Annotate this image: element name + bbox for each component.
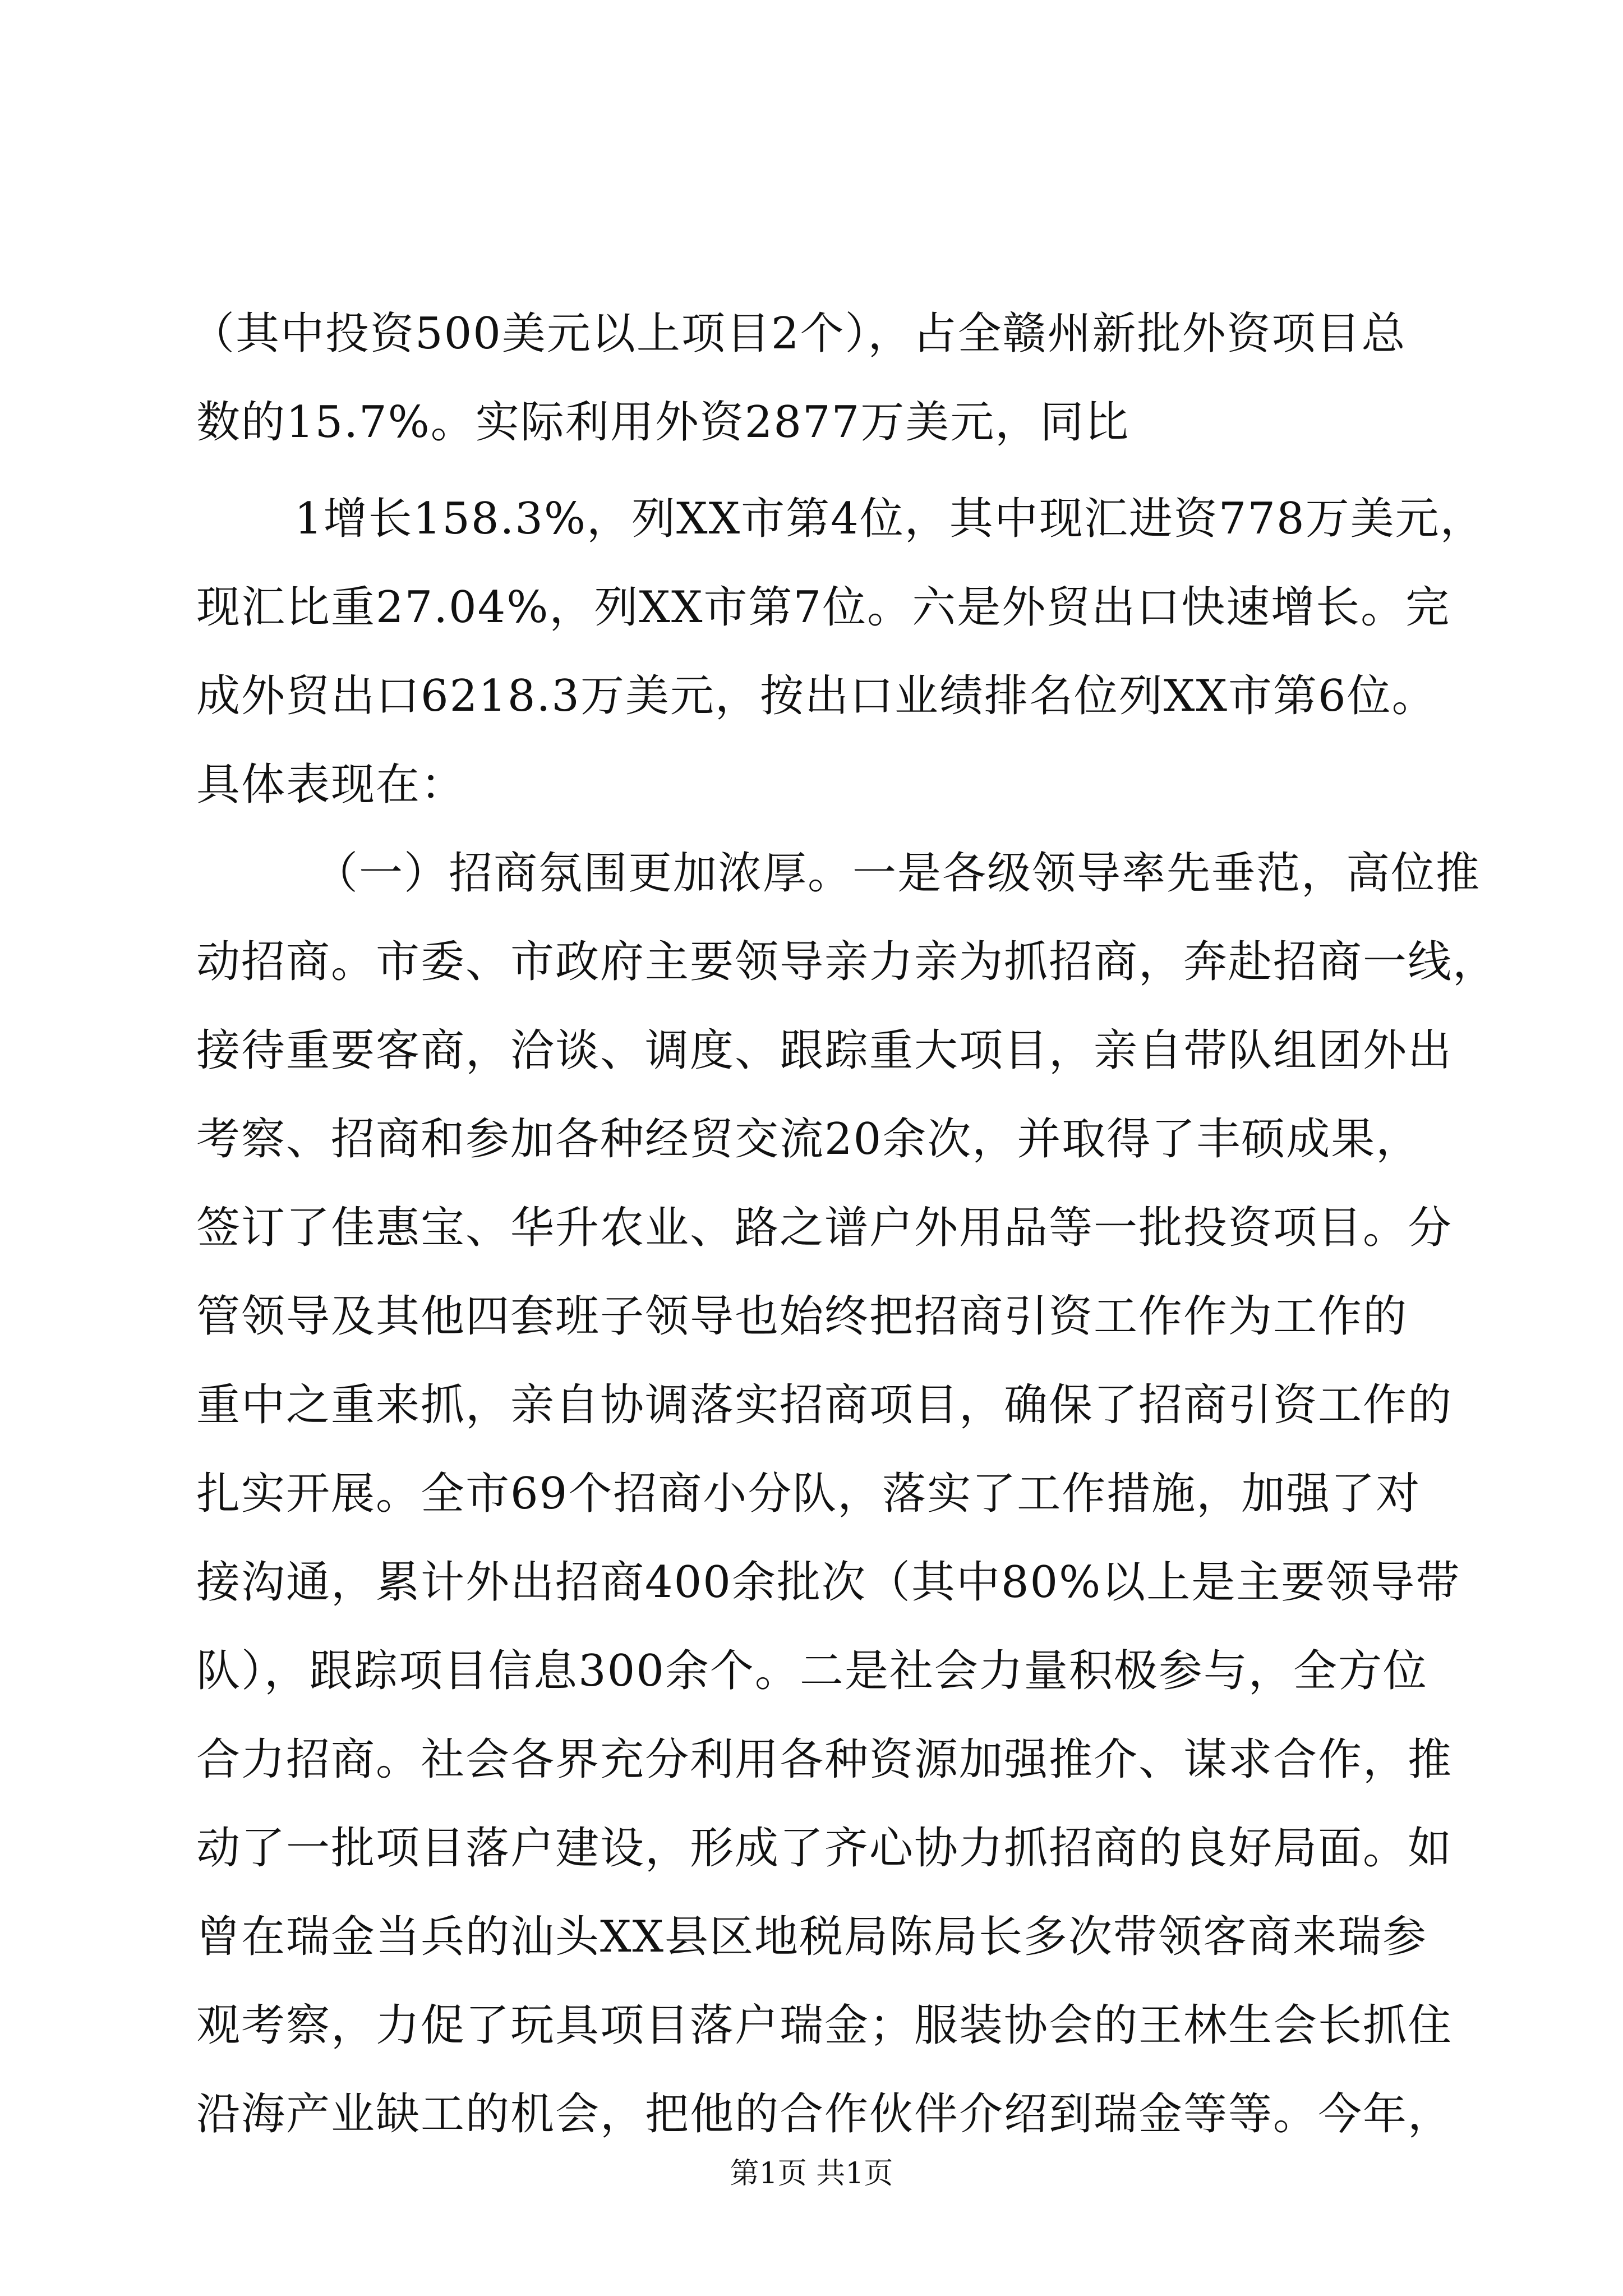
text-line: 动了一批项目落户建设，形成了齐心协力抓招商的良好局面。如 [196, 1823, 1453, 1874]
page-footer: 第1页 共1页 [730, 2157, 893, 2191]
text-line: 具体表现在： [196, 760, 466, 810]
text-line: 队），跟踪项目信息300余个。二是社会力量积极参与，全方位 [196, 1646, 1428, 1696]
text-line: 重中之重来抓，亲自协调落实招商项目，确保了招商引资工作的 [196, 1380, 1453, 1430]
text-line: 考察、招商和参加各种经贸交流20余次，并取得了丰硕成果， [196, 1114, 1421, 1165]
text-line: 曾在瑞金当兵的汕头XX县区地税局陈局长多次带领客商来瑞参 [196, 1912, 1428, 1962]
text-line: 合力招商。社会各界充分利用各种资源加强推介、谋求合作，推 [196, 1734, 1453, 1785]
text-line: 数的15.7%。实际利用外资2877万美元，同比 [196, 397, 1130, 448]
text-line: 接待重要客商，洽谈、调度、跟踪重大项目，亲自带队组团外出 [196, 1025, 1453, 1076]
text-line: 签订了佳惠宝、华升农业、路之谱户外用品等一批投资项目。分 [196, 1203, 1453, 1253]
text-line: 1增长158.3%，列XX市第4位，其中现汇进资778万美元， [294, 494, 1485, 544]
text-line: （其中投资500美元以上项目2个），占全赣州新批外资项目总 [191, 309, 1407, 359]
text-line: 动招商。市委、市政府主要领导亲力亲为抓招商，奔赴招商一线， [196, 937, 1498, 987]
text-line: 观考察，力促了玩具项目落户瑞金；服装协会的王林生会长抓住 [196, 2000, 1453, 2051]
text-line: 管领导及其他四套班子领导也始终把招商引资工作作为工作的 [196, 1291, 1408, 1342]
text-line: （一）招商氛围更加浓厚。一是各级领导率先垂范，高位推 [314, 848, 1481, 899]
text-line: 沿海产业缺工的机会，把他的合作伙伴介绍到瑞金等等。今年， [196, 2089, 1453, 2139]
text-line: 现汇比重27.04%，列XX市第7位。六是外贸出口快速增长。完 [196, 582, 1451, 633]
text-line: 接沟通，累计外出招商400余批次（其中80%以上是主要领导带 [196, 1557, 1461, 1608]
text-line: 扎实开展。全市69个招商小分队，落实了工作措施，加强了对 [196, 1469, 1421, 1519]
text-line: 成外贸出口6218.3万美元，按出口业绩排名位列XX市第6位。 [196, 671, 1437, 721]
